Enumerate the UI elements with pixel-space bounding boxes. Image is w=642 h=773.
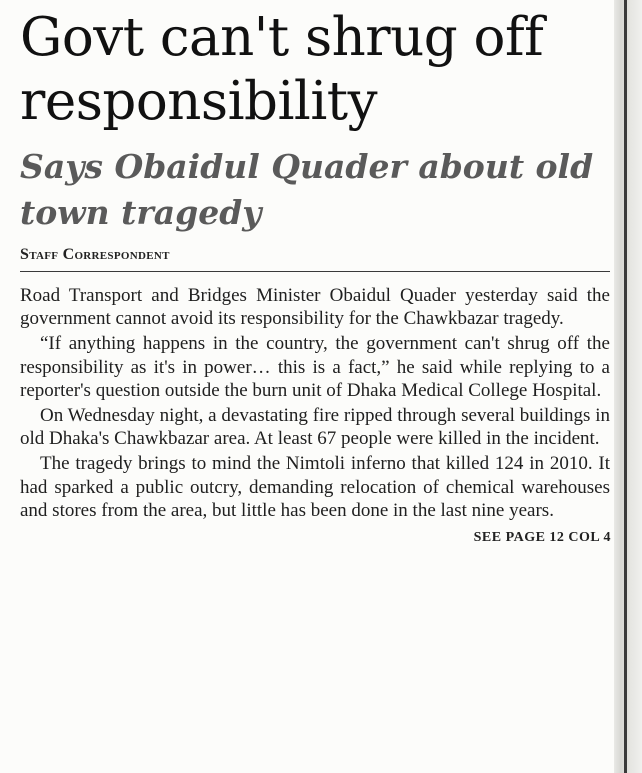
byline: Staff Correspondent [20, 246, 170, 263]
paragraph: On Wednesday night, a devastating fire ripped through several buildings in old Dhaka's Chawkbazar area. At least 67 people were killed in the incident. [20, 405, 610, 450]
byline-divider [20, 271, 610, 272]
column-rule [624, 0, 627, 773]
paragraph: Road Transport and Bridges Minister Obaidul Quader yesterday said the government cannot avoid its responsibility for the Chawkbazar tragedy. [20, 285, 610, 330]
article [20, 6, 615, 546]
article-body [20, 284, 610, 522]
headline: Govt can't shrug off responsibility [20, 7, 544, 132]
paragraph: “If anything happens in the country, the government can't shrug off the responsibility as it's in power… this is a fact,” he said while replying to a reporter's question outside the burn unit of Dhaka Medical College Hospital. [20, 333, 610, 401]
paragraph: The tragedy brings to mind the Nimtoli inferno that killed 124 in 2010. It had sparked a public outcry, demanding relocation of chemical warehouses and stores from the area, but little has been done in the last nine years. [20, 453, 610, 521]
subheadline: Says Obaidul Quader about old town tragedy [20, 147, 594, 232]
continuation-note: SEE PAGE 12 COL 4 [473, 530, 611, 546]
adjacent-column-edge [614, 0, 642, 773]
